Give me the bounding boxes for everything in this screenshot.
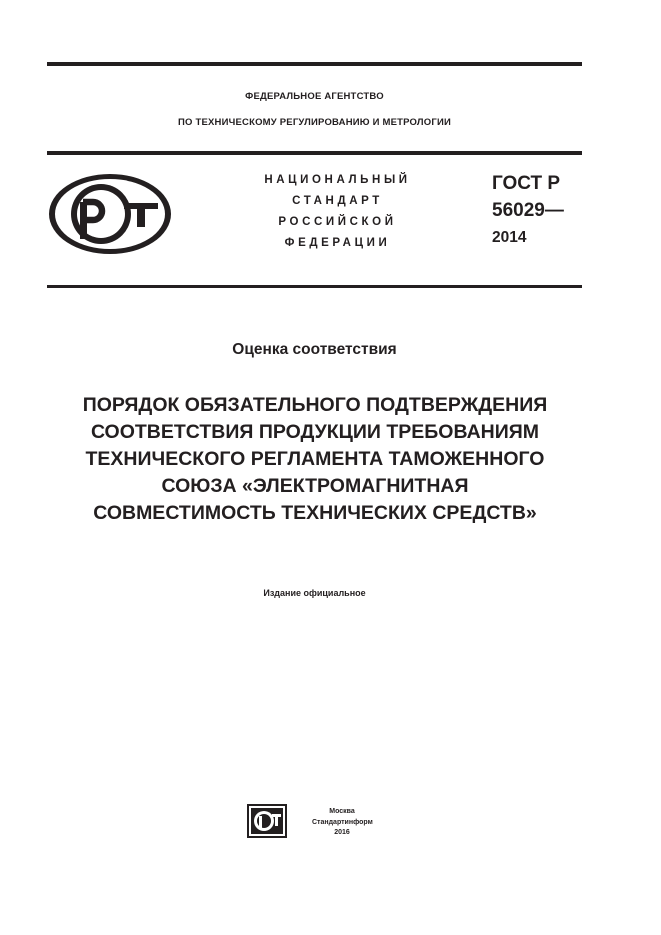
gost-prefix: ГОСТ Р xyxy=(492,173,561,194)
publisher-name: Стандартинформ xyxy=(312,818,373,826)
publisher-year: 2016 xyxy=(334,829,350,836)
title-line-5: СОВМЕСТИМОСТЬ ТЕХНИЧЕСКИХ СРЕДСТВ» xyxy=(93,502,537,524)
document-subtitle: Оценка соответствия xyxy=(232,341,397,358)
title-line-2: СООТВЕТСТВИЯ ПРОДУКЦИИ ТРЕБОВАНИЯМ xyxy=(90,421,540,443)
edition-note: Издание официальное xyxy=(263,588,366,598)
national-line-2: СТАНДАРТ xyxy=(292,195,383,207)
national-standard-label xyxy=(245,170,430,254)
title-line-3: ТЕХНИЧЕСКОГО РЕГЛАМЕНТА ТАМОЖЕННОГО xyxy=(85,448,545,470)
title-line-4: СОЮЗА «ЭЛЕКТРОМАГНИТНАЯ xyxy=(161,475,469,497)
publisher-city: Москва xyxy=(329,808,355,815)
gost-number: 56029— xyxy=(492,200,564,221)
title-line-1: ПОРЯДОК ОБЯЗАТЕЛЬНОГО ПОДТВЕРЖДЕНИЯ xyxy=(82,394,548,416)
gost-year: 2014 xyxy=(492,229,527,246)
publisher-block xyxy=(312,807,372,839)
gost-designation xyxy=(492,170,564,251)
national-line-3: РОССИЙСКОЙ xyxy=(278,216,397,228)
header-rule xyxy=(47,151,582,155)
agency-line-2: ПО ТЕХНИЧЕСКОМУ РЕГУЛИРОВАНИЮ И МЕТРОЛОГИИ xyxy=(178,117,451,128)
national-line-1: НАЦИОНАЛЬНЫЙ xyxy=(264,174,411,186)
top-rule xyxy=(47,62,582,66)
agency-line-1: ФЕДЕРАЛЬНОЕ АГЕНТСТВО xyxy=(245,91,384,102)
standard-rule xyxy=(47,285,582,288)
gost-r-certification-mark-icon xyxy=(47,172,173,256)
national-line-4: ФЕДЕРАЦИИ xyxy=(284,237,391,249)
standartinform-logo-icon xyxy=(247,804,287,838)
document-title xyxy=(20,392,610,527)
